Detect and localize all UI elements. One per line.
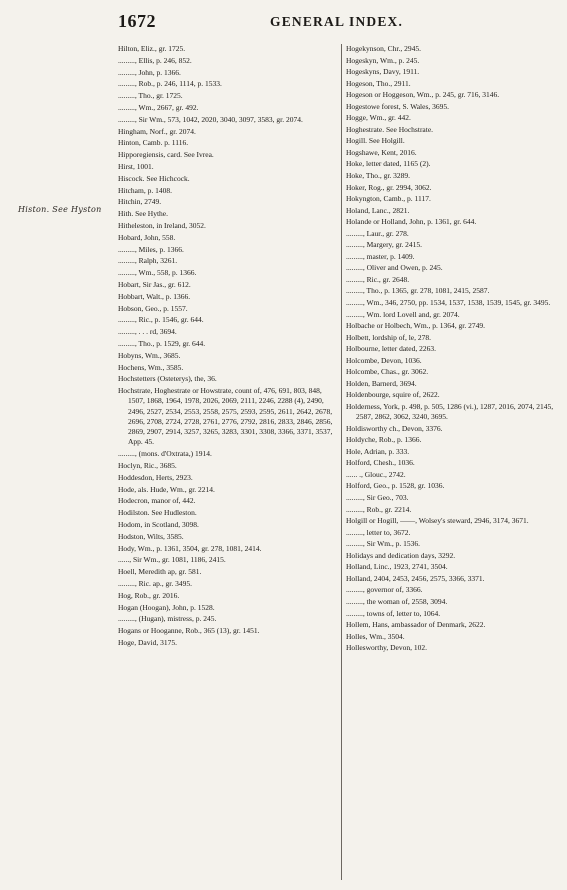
index-entry: Hobson, Geo., p. 1557. (118, 303, 188, 313)
index-entry: Hobard, John, 558. (118, 232, 176, 242)
index-entry: Holande or Holland, John, p. 1361, gr. 644. (346, 217, 477, 227)
index-entry: Hobart, Sir Jas., gr. 612. (118, 279, 191, 289)
index-entry: Hochstetters (Osteterys), the, 36. (118, 374, 217, 384)
index-entry: ......, Sir Wm., gr. 1081, 1186, 2415. (118, 555, 226, 565)
index-entry: Hirst, 1001. (118, 161, 154, 171)
index-entry: Hitheleston, in Ireland, 3052. (118, 220, 206, 230)
index-entry: Hoke, Tho., gr. 3289. (346, 171, 411, 181)
index-entry: Hogeson or Hoggeson, Wm., p. 245, gr. 716, 3146. (346, 90, 500, 100)
index-entry: Hollesworthy, Devon, 102. (346, 643, 427, 653)
index-entry: ........., Wm., 2667, gr. 492. (118, 102, 199, 112)
handwritten-margin-note: Histon. See Hyston (18, 205, 102, 214)
index-entry: ........., Margery, gr. 2415. (346, 240, 423, 250)
index-entry: ........., Tho., gr. 1725. (118, 91, 183, 101)
index-entry: Holbache or Holbech, Wm., p. 1364, gr. 2749. (346, 321, 486, 331)
index-entry: Hody, Wm., p. 1361, 3504, gr. 278, 1081, 2414. (118, 543, 262, 553)
index-entry: ........., Sir Wm., 573, 1042, 2020, 3040, 3097, 3583, gr. 2074. (118, 114, 303, 124)
index-entry: Hogshawe, Kent, 2016. (346, 147, 417, 157)
index-entry: Hochens, Wm., 3585. (118, 362, 184, 372)
index-entry: Holbourne, letter dated, 2263. (346, 344, 436, 354)
index-entry: ........., letter to, 3672. (346, 527, 411, 537)
index-entry: ........., Sir Geo., 703. (346, 493, 409, 503)
index-entry: ........., Ric., p. 1546, gr. 644. (118, 315, 204, 325)
index-entry: Hodilston. See Hudleston. (118, 508, 197, 518)
index-entry: ........., Rob., gr. 2214. (346, 504, 412, 514)
running-head-title: GENERAL INDEX. (270, 14, 404, 29)
index-entry: ........., master, p. 1409. (346, 251, 415, 261)
column-divider (341, 44, 342, 880)
index-entry: ........., the woman of, 2558, 3094. (346, 596, 448, 606)
index-entry: ........., Wm., 558, p. 1366. (118, 268, 197, 278)
index-entry: ........., governor of, 3366. (346, 585, 423, 595)
page-number: 1672 (118, 11, 156, 31)
index-entry: Hode, als. Hude, Wm., gr. 2214. (118, 484, 215, 494)
index-entry: ........., Miles, p. 1366. (118, 244, 184, 254)
index-entry: ........., towns of, letter to, 1064. (346, 608, 441, 618)
index-entry: Hodston, Wilts, 3585. (118, 531, 184, 541)
index-entry: ...... ., Glouc., 2742. (346, 469, 406, 479)
index-entry: Hoghestrate. See Hochstrate. (346, 124, 434, 134)
index-entry: Hogeskyns, Davy, 1911. (346, 67, 420, 77)
index-entry: Hogeskyn, Wm., p. 245. (346, 55, 420, 65)
index-entry: ........., (mons. d'Oxtrata,) 1914. (118, 449, 212, 459)
index-entry: Hogestowe forest, S. Wales, 3695. (346, 101, 449, 111)
index-entry: Holidays and dedication days, 3292. (346, 550, 456, 560)
index-entry: ........., Wm. lord Lovell and, gr. 2074. (346, 309, 460, 319)
index-entry: Hoker, Rog., gr. 2994, 3062. (346, 182, 432, 192)
index-entry: Holcombe, Chas., gr. 3062. (346, 367, 429, 377)
index-entry: Holbett, lordship of, le, 278. (346, 332, 431, 342)
index-entry: Hoell, Meredith ap, gr. 581. (118, 567, 202, 577)
index-entry: Hoge, David, 3175. (118, 637, 177, 647)
index-entry: Holand, Lanc., 2821. (346, 205, 410, 215)
index-column-right (346, 44, 564, 655)
index-entry: ........., Ric., gr. 2648. (346, 274, 410, 284)
index-column-left (118, 44, 340, 650)
index-entry: Holcombe, Devon, 1036. (346, 355, 422, 365)
index-entry: Hobyns, Wm., 3685. (118, 350, 181, 360)
index-entry: ........., (Hugan), mistress, p. 245. (118, 614, 217, 624)
index-entry: Holgill or Hogill, ——, Wolsey's steward, 2946, 3174, 3671. (346, 516, 529, 526)
index-entry: Hipporegiensis, card. See Ivrea. (118, 150, 214, 160)
index-entry: Hinton, Camb. p. 1116. (118, 138, 189, 148)
index-entry: Holderness, York, p. 498, p. 505, 1286 (vi.), 1287, 2016, 2074, 2145, 2587, 2862, 3062, 3240, 3695. (346, 401, 554, 422)
index-entry: ........., Laur., gr. 278. (346, 228, 409, 238)
index-entry: Hodom, in Scotland, 3098. (118, 519, 199, 529)
index-entry: ........., Wm., 346, 2750, pp. 1534, 1537, 1538, 1539, 1545, gr. 3495. (346, 298, 551, 308)
index-entry: Holford, Chesh., 1036. (346, 458, 415, 468)
index-entry: Hochstrate, Hoghestrate or Howstrate, count of, 476, 691, 803, 848, 1507, 1868, 1964, 1978, 2026, 2069, 2111, 2246, 2288 (4), 2490, 2496, 2527, 2534, 2553, 2558, 2575, 2593, 2595, 2611, 2642, 2678, 2696, 2708, 2724, 2728, 2761, 2776, 2792, 2816, 2833, 2846, 2856, 2869, 2907, 2914, 3257, 3265, 3283, 3301, 3308, 3366, 3371, 3537, App. 45. (118, 386, 333, 447)
index-entry: ........., Oliver and Owen, p. 245. (346, 263, 443, 273)
index-entry: Hogge, Wm., gr. 442. (346, 113, 411, 123)
index-entry: Hobbart, Walt., p. 1366. (118, 291, 191, 301)
index-entry: Hogan (Hoogan), John, p. 1528. (118, 602, 215, 612)
index-entry: Holdyche, Rob., p. 1366. (346, 435, 422, 445)
index-entry: Hingham, Norf., gr. 2074. (118, 126, 196, 136)
index-entry: ........., Ric. ap., gr. 3495. (118, 578, 192, 588)
index-entry: Hogekynson, Chr., 2945. (346, 44, 421, 53)
index-entry: Hiscock. See Hichcock. (118, 173, 190, 183)
index-entry: Hogeson, Tho., 2911. (346, 78, 411, 88)
index-entry: ........., Ralph, 3261. (118, 256, 178, 266)
index-entry: Hith. See Hythe. (118, 209, 168, 219)
index-entry: Hogans or Hooganne, Rob., 365 (13), gr. 1451. (118, 626, 260, 636)
index-entry: Hole, Adrian, p. 333. (346, 446, 410, 456)
index-entry: ........., Ellis, p. 246, 852. (118, 55, 192, 65)
index-entry: Holford, Geo., p. 1528, gr. 1036. (346, 481, 445, 491)
index-entry: Holdenbourge, squire of, 2622. (346, 390, 440, 400)
index-entry: Hoclyn, Ric., 3685. (118, 460, 177, 470)
index-entry: ........., Tho., p. 1529, gr. 644. (118, 338, 206, 348)
index-entry: Holland, Linc., 1923, 2741, 3504. (346, 562, 448, 572)
index-entry: ........., Tho., p. 1365, gr. 278, 1081, 2415, 2587. (346, 286, 490, 296)
index-entry: ........., John, p. 1366. (118, 67, 181, 77)
index-entry: Hilton, Eliz., gr. 1725. (118, 44, 186, 53)
index-entry: Hoddesdon, Herts, 2923. (118, 472, 193, 482)
index-entry: Hodecron, manor of, 442. (118, 496, 196, 506)
index-entry: ........., . . . rd, 3694. (118, 327, 177, 337)
index-entry: ........., Sir Wm., p. 1536. (346, 539, 421, 549)
index-entry: Holles, Wm., 3504. (346, 631, 405, 641)
index-entry: ........., Rob., p. 246, 1114, p. 1533. (118, 79, 222, 89)
index-entry: Hollem, Hans, ambassador of Denmark, 2622. (346, 620, 486, 630)
index-entry: Holden, Barnerd, 3694. (346, 378, 417, 388)
index-entry: Holland, 2404, 2453, 2456, 2575, 3366, 3371. (346, 573, 485, 583)
index-entry: Hog, Rob., gr. 2016. (118, 590, 180, 600)
index-entry: Hokyngton, Camb., p. 1117. (346, 194, 431, 204)
index-entry: Hoke, letter dated, 1165 (2). (346, 159, 431, 169)
index-entry: Hitcham, p. 1408. (118, 185, 172, 195)
index-entry: Hogill. See Holgill. (346, 136, 405, 146)
index-entry: Holdisworthy ch., Devon, 3376. (346, 423, 443, 433)
index-entry: Hitchin, 2749. (118, 197, 162, 207)
